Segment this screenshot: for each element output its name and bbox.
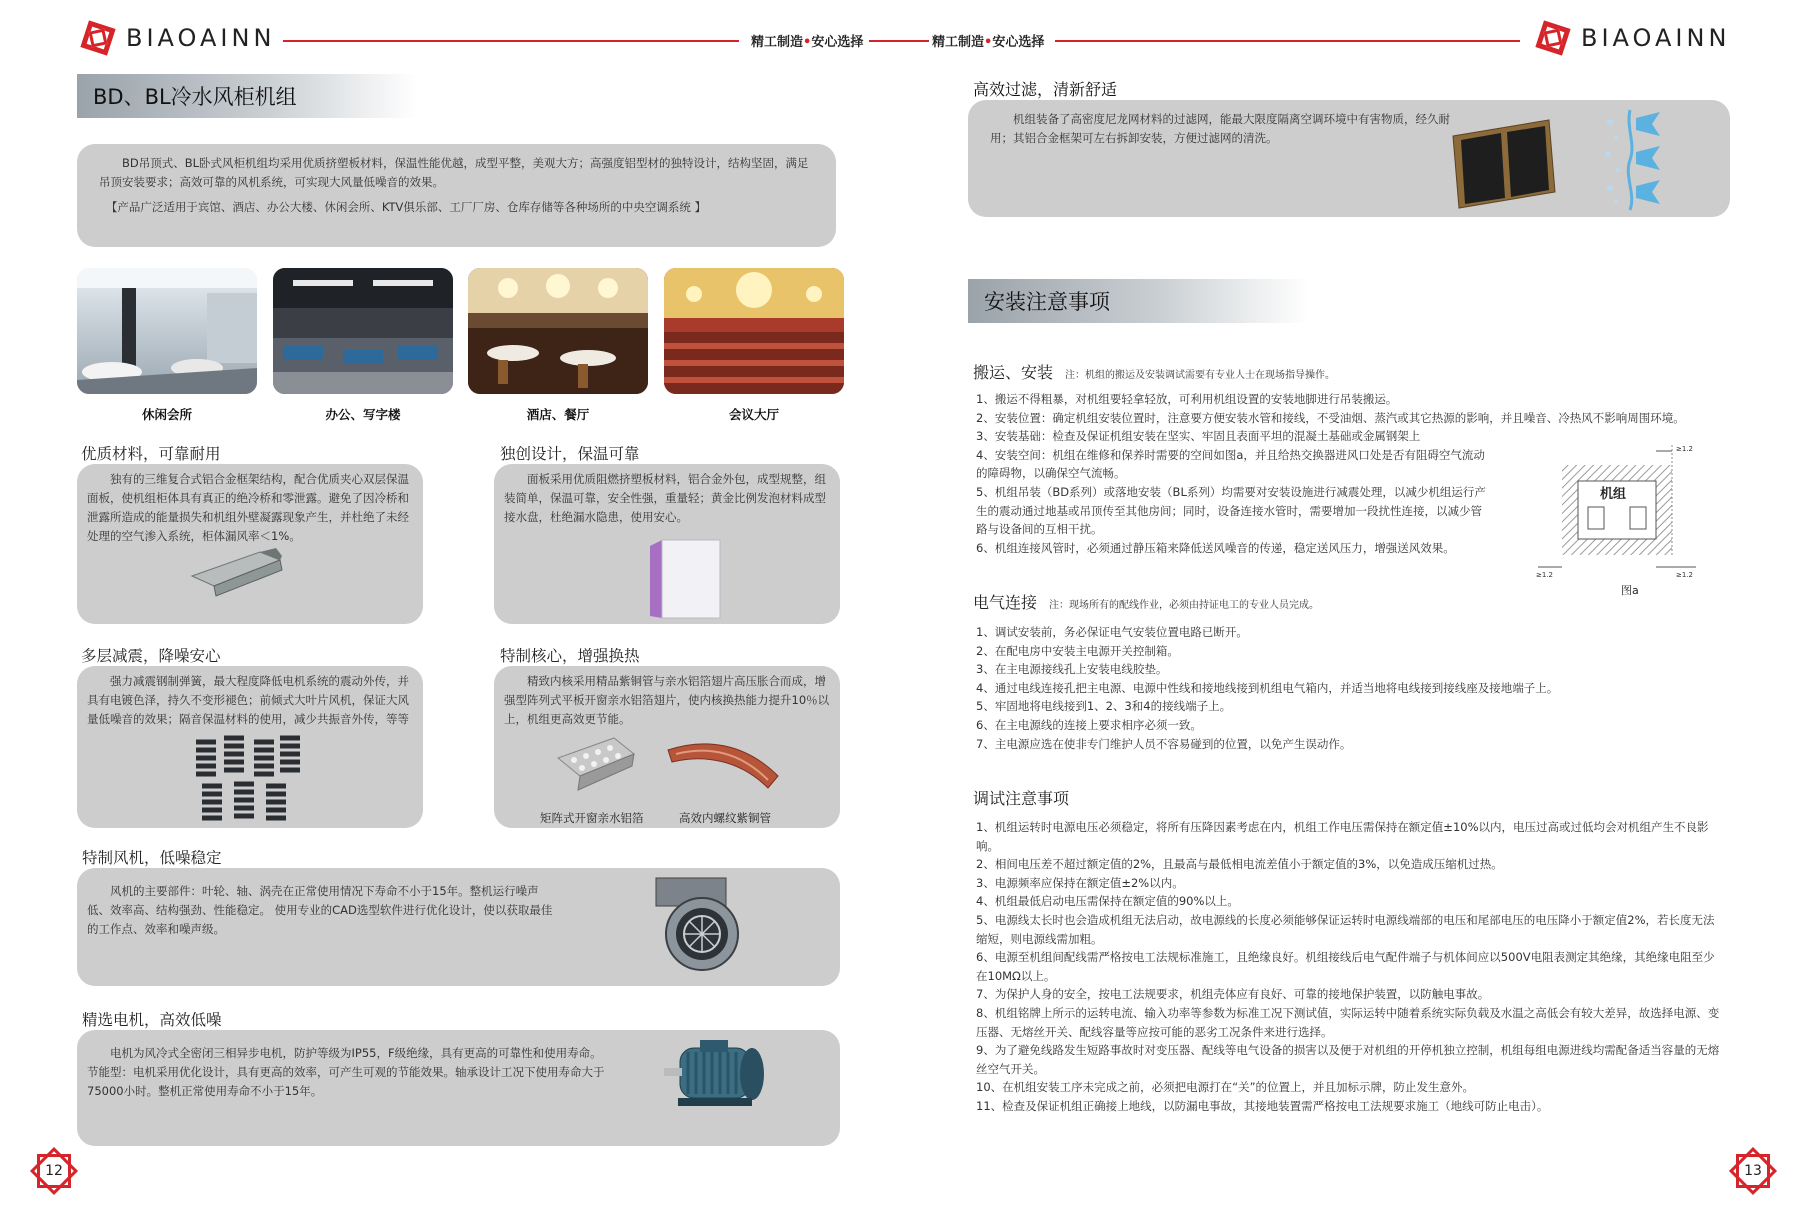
intro-text: BD吊顶式、BL卧式风柜机组均采用优质挤塑板材料，保温性能优越，成型平整，美观大方；高强度铝型材的独特设计，结构坚固，满足吊顶安装要求；高效可靠的风机系统，可实现大风量低噪音的效果。 [99, 156, 809, 189]
filter-title: 高效过滤，清新舒适 [973, 79, 1118, 99]
diagram-caption: 图a [1621, 584, 1639, 597]
fin-caption: 矩阵式开窗亲水铝箔 [540, 811, 644, 825]
brand-name: BIAOAINN [126, 24, 276, 52]
copper-tube-icon [664, 736, 782, 794]
diagram-unit-label: 机组 [1600, 487, 1627, 502]
brand-logo-right [1533, 18, 1730, 58]
brand-logo-left [78, 18, 275, 58]
aluminium-fin-icon [554, 736, 636, 800]
feature-text: 风机的主要部件：叶轮、轴、涡壳在正常使用情况下寿命不小于15年。整机运行噪声低、效率高、结构强劲、性能稳定。 使用专业的CAD选型软件进行优化设计，使以获取最佳的工作点、效率和噪声级。 [87, 884, 553, 936]
photo-caption: 办公、写字楼 [325, 407, 401, 422]
panel-board-icon [648, 538, 722, 620]
photo-caption: 休闲会所 [141, 407, 192, 422]
feature-title: 特制风机，低噪稳定 [82, 849, 222, 867]
aluminium-frame-icon [190, 546, 286, 602]
spring-damper-icon [188, 732, 306, 824]
tube-caption: 高效内螺纹紫铜管 [679, 811, 771, 825]
feature-title: 特制核心，增强换热 [500, 647, 640, 665]
intro-panel [77, 144, 836, 247]
photo-hotel-restaurant [468, 268, 648, 394]
filter-frame-icon [1449, 118, 1559, 210]
debug-list: 1、机组运转时电源电压必须稳定，将所有压降因素考虑在内，机组工作电压需保持在额定值±10%以内，电压过高或过低均会对机组产生不良影响。 2、相间电压差不超过额定值的2%，且最高与最低相电流差值小于额定值的3%，以免造成压缩机过热。 3、电源频率应保持在额定值±2%以内。 4、机组最低启动电压需保持在额定值的90%以上。 5、电源线太长时也会造成机组无法启动，故电源线的长度必须能够保证运转时电源线端部的电压和尾部电压的电压降小于额定值2%，若长度无法缩短，则电源线需加粗。 6、电源至机组间配线需严格按电工法规标准施工，且绝缘良好。机组接线后电气配件端子与机体间应以500V电阻表测定其绝缘，其绝缘电阻至少在10MΩ以上。 7、为保护人身的安全，按电工法规要求，机组壳体应有良好、可靠的接地保护装置，以防触电事故。 8、机组铭牌上所示的运转电流、输入功率等参数为标准工况下测试值，实际运转中随着系统实际负载及水温之高低会有较大差异，故选择电源、变压器、无熔丝开关、配线容量等应按可能的恶劣工况条件来进行选择。 9、为了避免线路发生短路事故时对变压器、配线等电气设备的损害以及便于对机组的开停机独立控制，机组每组电源进线均需配备适当容量的无熔丝空气开关。 10、在机组安装工序未完成之前，必须把电源打在“关”的位置上，并且加标示牌，防止发生意外。 11、检查及保证机组正确接上地线，以防漏电事故，其接地装置需严格按电工法规要求施工（地线可防止电击）。 [976, 820, 1720, 1113]
diagram-dimension: ≥1.2 [1536, 571, 1553, 579]
intro-scope: 【产品广泛适用于宾馆、酒店、办公大楼、休闲会所、KTV俱乐部、工厂厂房、仓库存储等各种场所的中央空调系统 】 [105, 200, 707, 214]
airflow-filter-icon [1600, 108, 1666, 212]
feature-text: 强力减震钢制弹簧，最大程度降低电机系统的震动外传，并具有电镀色泽，持久不变形褪色；前倾式大叶片风机，保证大风量低噪音的效果；隔音保温材料的使用，减少共振音外传，等等 [87, 674, 409, 726]
header-rule [869, 40, 929, 42]
diagram-dimension: ≥1.2 [1676, 571, 1693, 579]
slogan-right: 精工制造•安心选择 [932, 35, 1045, 50]
brand-name: BIAOAINN [1581, 24, 1731, 52]
slogan-left: 精工制造•安心选择 [751, 35, 864, 50]
photo-caption: 会议大厅 [728, 407, 779, 422]
left-banner-title: BD、BL冷水风柜机组 [77, 74, 417, 118]
header-rule [1055, 40, 1520, 42]
feature-title: 独创设计，保温可靠 [500, 445, 640, 463]
transport-list: 1、搬运不得粗暴，对机组要轻拿轻放，可利用机组设置的安装地脚进行吊装搬运。 2、安装位置：确定机组安装位置时，注意要方便安装水管和接线，不受油烟、蒸汽或其它热源的影响，并且噪音、冷热风不影响周围环境。 3、安装基础：检查及保证机组安装在坚实、牢固且表面平坦的混凝土基础或金属钢架上 4、安装空间：机组在维修和保养时需要的空间如图a，并且给热交换器进风口处是否有阻碍空气流动的障碍物，以确保空气流畅。 5、机组吊装（BD系列）或落地安装（BL系列）均需要对安装设施进行减震处理，以减少机组运行产生的震动通过地基或吊顶传至其他房间；同时，设备连接水管时，需要增加一段扰性连接，以减少管路与设备间的互相干扰。 6、机组连接风管时，必须通过静压箱来降低送风噪音的传递，稳定送风压力，增强送风效果。 [976, 392, 1685, 555]
photo-lounge [77, 268, 257, 394]
feature-text: 独有的三维复合式铝合金框架结构，配合优质夹心双层保温面板，使机组柜体具有真正的绝冷桥和零泄露。避免了因冷桥和泄露所造成的能量损失和机组外壁凝露现象产生，并杜绝了未经处理的空气渗入系统，柜体漏风率＜1%。 [87, 472, 409, 543]
filter-text: 机组装备了高密度尼龙网材料的过滤网，能最大限度隔离空调环境中有害物质，经久耐用；其铝合金框架可左右拆卸安装，方便过滤网的清洗。 [990, 112, 1450, 145]
transport-heading: 搬运、安装 注：机组的搬运及安装调试需要有专业人士在现场指导操作。 [973, 363, 1336, 382]
feature-text: 面板采用优质阻燃挤塑板材料，铝合金外包，成型规整，组装简单，保温可靠，安全性强，重量轻；黄金比例发泡材料成型接水盘，杜绝漏水隐患，使用安心。 [504, 472, 826, 524]
feature-text: 精致内核采用精品紫铜管与亲水铝箔翅片高压胀合而成，增强型阵列式平板开窗亲水铝箔翅片，使内核换热能力提升10％以上，机组更高效更节能。 [504, 674, 830, 726]
install-banner-title: 安装注意事项 [968, 279, 1308, 323]
debug-heading: 调试注意事项 [973, 789, 1070, 808]
electric-motor-icon [660, 1034, 776, 1118]
header-rule [283, 40, 739, 42]
feature-title: 多层减震，降噪安心 [81, 647, 221, 665]
page-number-right: 13 [1736, 1154, 1770, 1188]
feature-title: 精选电机，高效低噪 [82, 1011, 222, 1029]
page-number-left: 12 [37, 1154, 71, 1188]
electric-list: 1、调试安装前，务必保证电气安装位置电路已断开。 2、在配电房中安装主电源开关控制箱。 3、在主电源接线孔上安装电线胶垫。 4、通过电线连接孔把主电源、电源中性线和接地线接到机组电气箱内，并适当地将电线接到接线座及接地端子上。 5、牢固地将电线接到1、2、3和4的接线端子上。 6、在主电源线的连接上要求相序必须一致。 7、主电源应选在使非专门维护人员不容易碰到的位置，以免产生误动作。 [976, 625, 1559, 751]
logo-mark-icon [1533, 18, 1573, 58]
electric-heading: 电气连接 注：现场所有的配线作业，必须由持证电工的专业人员完成。 [973, 593, 1320, 612]
logo-mark-icon [78, 18, 118, 58]
clearance-diagram [1530, 443, 1698, 583]
photo-office [273, 268, 453, 394]
feature-title: 优质材料，可靠耐用 [81, 445, 221, 463]
diagram-dimension: ≥1.2 [1676, 445, 1693, 453]
feature-text: 电机为风冷式全密闭三相异步电机，防护等级为IP55，F级绝缘，具有更高的可靠性和使用寿命。节能型：电机采用优化设计，具有更高的效率，可产生可观的节能效果。轴承设计工况下使用寿命大于75000小时。整机正常使用寿命不小于15年。 [87, 1046, 605, 1098]
photo-caption: 酒店、餐厅 [526, 407, 590, 422]
photo-conference-hall [664, 268, 844, 394]
blower-fan-icon [652, 872, 748, 972]
